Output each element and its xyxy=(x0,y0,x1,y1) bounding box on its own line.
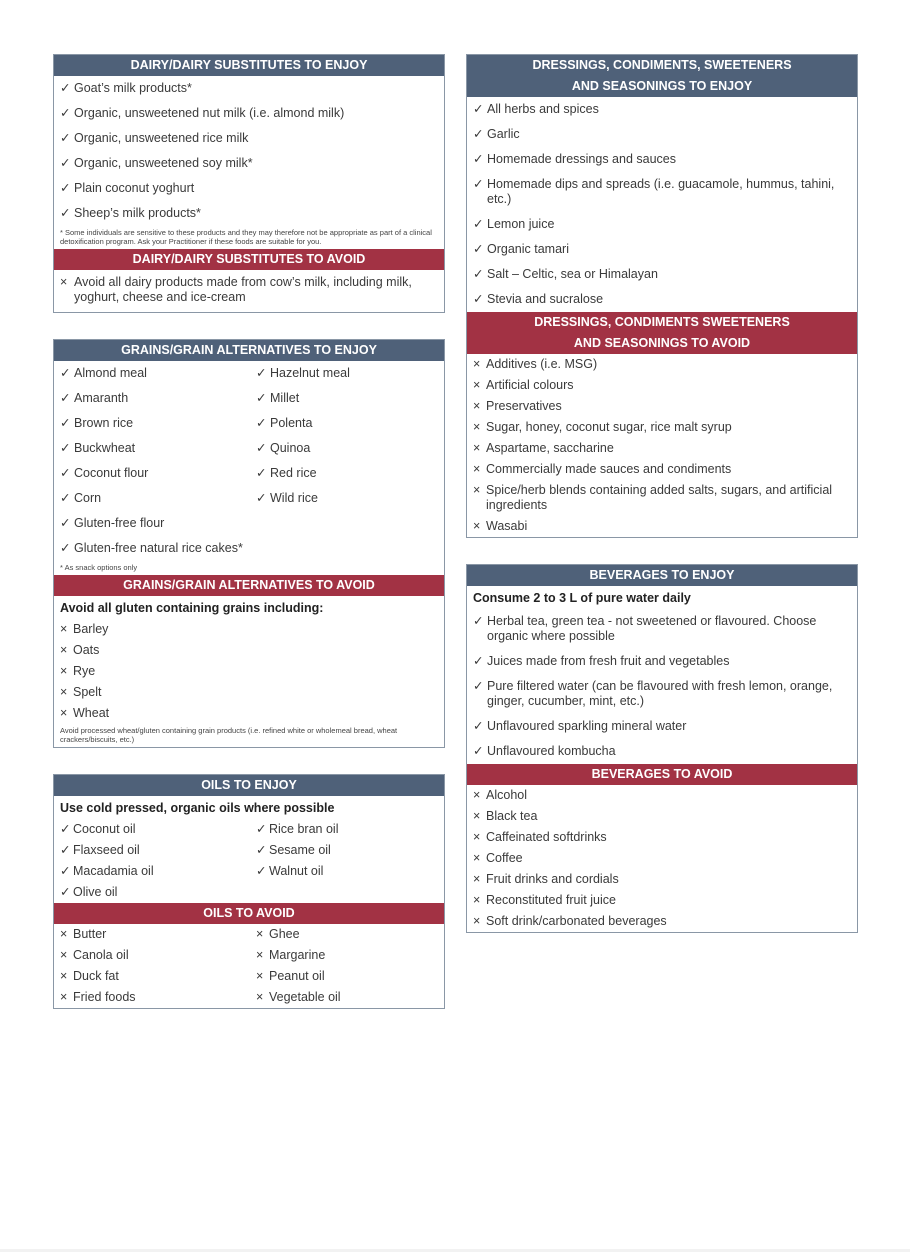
list-item xyxy=(60,840,256,861)
list-item xyxy=(473,212,851,237)
cross-icon: × xyxy=(473,914,481,928)
list-item xyxy=(60,386,256,411)
grains-note: * As snack options only xyxy=(60,563,138,572)
check-icon: ✓ xyxy=(473,292,484,306)
dressings-avoid-list xyxy=(467,354,857,537)
cross-icon: × xyxy=(256,969,264,983)
grains-section xyxy=(53,339,445,748)
list-item xyxy=(60,151,438,176)
check-icon: ✓ xyxy=(256,366,267,380)
list-item-text: Spelt xyxy=(73,685,102,699)
list-item-text: Almond meal xyxy=(74,366,147,380)
cross-icon: × xyxy=(60,948,68,962)
list-item-text: Stevia and sucralose xyxy=(487,292,604,306)
list-item xyxy=(473,287,851,312)
list-item-text: Unflavoured kombucha xyxy=(487,744,616,758)
list-item xyxy=(60,861,256,882)
list-item xyxy=(473,785,851,806)
list-item-text: Red rice xyxy=(270,466,317,480)
list-item xyxy=(60,536,256,561)
cross-icon: × xyxy=(473,357,481,371)
check-icon: ✓ xyxy=(256,843,267,857)
cross-icon: × xyxy=(473,872,481,886)
cross-icon: × xyxy=(256,990,264,1004)
list-item-text: Oats xyxy=(73,643,100,657)
list-item-text: Homemade dressings and sauces xyxy=(487,152,676,166)
list-item xyxy=(473,609,851,649)
list-item-text: Wheat xyxy=(73,706,110,720)
check-icon: ✓ xyxy=(473,217,484,231)
list-item xyxy=(256,861,438,882)
check-icon: ✓ xyxy=(60,391,71,405)
list-item-text: Quinoa xyxy=(270,441,311,455)
dairy-section xyxy=(53,54,445,313)
list-item xyxy=(256,386,438,411)
list-item-text: Gluten-free flour xyxy=(74,516,165,530)
list-item xyxy=(60,619,438,640)
cross-icon: × xyxy=(60,275,68,289)
list-item-text: Garlic xyxy=(487,127,520,141)
list-item xyxy=(473,375,851,396)
list-item xyxy=(473,739,851,764)
cross-icon: × xyxy=(60,685,68,699)
list-item xyxy=(256,361,438,386)
grains-enjoy-list-left xyxy=(60,361,256,561)
list-item xyxy=(256,966,438,987)
list-item-text: Fruit drinks and cordials xyxy=(486,872,619,886)
cross-icon: × xyxy=(473,420,481,434)
list-item xyxy=(256,945,438,966)
check-icon: ✓ xyxy=(256,864,267,878)
cross-icon: × xyxy=(473,378,481,392)
dressings-avoid-header-line-2: AND SEASONINGS TO AVOID xyxy=(573,336,751,350)
list-item xyxy=(60,819,256,840)
cross-icon: × xyxy=(60,990,68,1004)
list-item-text: Rice bran oil xyxy=(269,822,339,836)
check-icon: ✓ xyxy=(256,822,267,836)
list-item xyxy=(473,848,851,869)
cross-icon: × xyxy=(473,851,481,865)
dressings-enjoy-list xyxy=(467,97,857,312)
cross-icon: × xyxy=(60,969,68,983)
oils-enjoy-header: OILS TO ENJOY xyxy=(54,775,444,796)
grains-avoid-list xyxy=(54,619,444,724)
left-column xyxy=(53,54,445,1035)
dressings-section xyxy=(466,54,858,538)
list-item-text: Barley xyxy=(73,622,109,636)
list-item xyxy=(473,237,851,262)
list-item xyxy=(473,459,851,480)
check-icon: ✓ xyxy=(60,491,71,505)
list-item xyxy=(473,147,851,172)
list-item-text: Amaranth xyxy=(74,391,129,405)
list-item xyxy=(473,714,851,739)
check-icon: ✓ xyxy=(60,181,71,195)
list-item-text: Spice/herb blends containing added salts, sugars, and artificial ingredients xyxy=(486,483,833,512)
check-icon: ✓ xyxy=(256,391,267,405)
list-item xyxy=(473,396,851,417)
list-item xyxy=(473,674,851,714)
list-item-text: Walnut oil xyxy=(269,864,324,878)
dressings-enjoy-header-line-2: AND SEASONINGS TO ENJOY xyxy=(571,79,753,93)
check-icon: ✓ xyxy=(473,242,484,256)
list-item xyxy=(60,966,256,987)
cross-icon: × xyxy=(256,927,264,941)
check-icon: ✓ xyxy=(256,466,267,480)
list-item-text: Brown rice xyxy=(74,416,134,430)
check-icon: ✓ xyxy=(473,654,484,668)
check-icon: ✓ xyxy=(60,131,71,145)
check-icon: ✓ xyxy=(473,177,484,191)
list-item xyxy=(60,682,438,703)
grains-avoid-note: Avoid processed wheat/gluten containing grain products (i.e. refined white or wholemeal bread, wheat crackers/biscuits, etc.) xyxy=(60,726,398,744)
cross-icon: × xyxy=(473,809,481,823)
list-item xyxy=(473,827,851,848)
list-item-text: Homemade dips and spreads (i.e. guacamole, hummus, tahini, etc.) xyxy=(487,177,835,206)
cross-icon: × xyxy=(473,788,481,802)
list-item-text: All herbs and spices xyxy=(487,102,599,116)
list-item-text: Additives (i.e. MSG) xyxy=(486,357,598,371)
list-item-text: Plain coconut yoghurt xyxy=(74,181,195,195)
list-item xyxy=(60,511,256,536)
grains-enjoy-list-right xyxy=(256,361,438,561)
check-icon: ✓ xyxy=(60,822,71,836)
list-item-text: Hazelnut meal xyxy=(270,366,350,380)
list-item xyxy=(60,987,256,1008)
list-item-text: Caffeinated softdrinks xyxy=(486,830,607,844)
list-item-text: Sugar, honey, coconut sugar, rice malt syrup xyxy=(486,420,732,434)
list-item xyxy=(473,262,851,287)
cross-icon: × xyxy=(473,483,481,497)
list-item-text: Margarine xyxy=(269,948,326,962)
list-item-text: Goat’s milk products* xyxy=(74,81,192,95)
list-item-text: Coconut flour xyxy=(74,466,149,480)
list-item xyxy=(256,924,438,945)
list-item xyxy=(60,703,438,724)
list-item xyxy=(473,911,851,932)
list-item xyxy=(473,172,851,212)
oils-avoid-header: OILS TO AVOID xyxy=(54,903,444,924)
list-item xyxy=(473,869,851,890)
list-item xyxy=(473,649,851,674)
list-item xyxy=(60,411,256,436)
list-item xyxy=(473,354,851,375)
dairy-enjoy-header: DAIRY/DAIRY SUBSTITUTES TO ENJOY xyxy=(54,55,444,76)
list-item-text: Pure filtered water (can be flavoured with fresh lemon, orange, ginger, cucumber, mint, etc.) xyxy=(487,679,833,708)
list-item xyxy=(473,97,851,122)
list-item-text: Sheep’s milk products* xyxy=(74,206,201,220)
cross-icon: × xyxy=(60,643,68,657)
cross-icon: × xyxy=(473,441,481,455)
check-icon: ✓ xyxy=(473,267,484,281)
list-item-text: Organic tamari xyxy=(487,242,569,256)
list-item xyxy=(60,201,438,226)
cross-icon: × xyxy=(473,519,481,533)
dairy-avoid-list xyxy=(54,270,444,312)
oils-enjoy-list-right xyxy=(256,819,438,903)
cross-icon: × xyxy=(60,664,68,678)
list-item xyxy=(473,480,851,516)
cross-icon: × xyxy=(60,622,68,636)
check-icon: ✓ xyxy=(256,441,267,455)
list-item-text: Vegetable oil xyxy=(269,990,341,1004)
dressings-avoid-header-line-1: DRESSINGS, CONDIMENTS SWEETENERS xyxy=(534,315,790,329)
oils-avoid-list-right xyxy=(256,924,438,1008)
list-item xyxy=(60,882,256,903)
list-item-text: Organic, unsweetened rice milk xyxy=(74,131,249,145)
check-icon: ✓ xyxy=(473,102,484,116)
list-item-text: Wild rice xyxy=(270,491,318,505)
list-item-text: Reconstituted fruit juice xyxy=(486,893,616,907)
list-item-text: Fried foods xyxy=(73,990,136,1004)
check-icon: ✓ xyxy=(60,156,71,170)
check-icon: ✓ xyxy=(60,81,71,95)
list-item xyxy=(60,461,256,486)
list-item xyxy=(473,806,851,827)
list-item-text: Soft drink/carbonated beverages xyxy=(486,914,667,928)
list-item-text: Commercially made sauces and condiments xyxy=(486,462,732,476)
list-item xyxy=(256,411,438,436)
cross-icon: × xyxy=(256,948,264,962)
list-item-text: Coconut oil xyxy=(73,822,136,836)
check-icon: ✓ xyxy=(256,491,267,505)
check-icon: ✓ xyxy=(473,744,484,758)
list-item xyxy=(256,461,438,486)
list-item xyxy=(60,76,438,101)
cross-icon: × xyxy=(60,706,68,720)
list-item-text: Corn xyxy=(74,491,102,505)
grains-avoid-lead: Avoid all gluten containing grains including: xyxy=(60,601,324,615)
oils-enjoy-lead: Use cold pressed, organic oils where possible xyxy=(60,801,335,815)
list-item xyxy=(256,486,438,511)
list-item-text: Black tea xyxy=(486,809,538,823)
check-icon: ✓ xyxy=(60,541,71,555)
list-item-text: Salt – Celtic, sea or Himalayan xyxy=(487,267,658,281)
check-icon: ✓ xyxy=(60,441,71,455)
list-item-text: Polenta xyxy=(270,416,313,430)
cross-icon: × xyxy=(473,399,481,413)
check-icon: ✓ xyxy=(473,679,484,693)
dairy-avoid-header: DAIRY/DAIRY SUBSTITUTES TO AVOID xyxy=(54,249,444,270)
list-item-text: Aspartame, saccharine xyxy=(486,441,614,455)
beverages-enjoy-header: BEVERAGES TO ENJOY xyxy=(467,565,857,586)
list-item-text: Peanut oil xyxy=(269,969,325,983)
cross-icon: × xyxy=(473,893,481,907)
list-item xyxy=(60,486,256,511)
list-item xyxy=(473,122,851,147)
check-icon: ✓ xyxy=(473,719,484,733)
list-item-text: Canola oil xyxy=(73,948,129,962)
list-item xyxy=(60,176,438,201)
grains-avoid-header: GRAINS/GRAIN ALTERNATIVES TO AVOID xyxy=(54,575,444,596)
list-item-text: Organic, unsweetened nut milk (i.e. almond milk) xyxy=(74,106,345,120)
list-item xyxy=(256,436,438,461)
dressings-avoid-header xyxy=(467,312,857,354)
list-item-text: Preservatives xyxy=(486,399,562,413)
check-icon: ✓ xyxy=(473,152,484,166)
check-icon: ✓ xyxy=(256,416,267,430)
beverages-section xyxy=(466,564,858,933)
list-item-text: Avoid all dairy products made from cow’s milk, including milk, yoghurt, cheese and ice-cream xyxy=(74,275,412,304)
list-item-text: Duck fat xyxy=(73,969,119,983)
check-icon: ✓ xyxy=(60,416,71,430)
list-item xyxy=(256,987,438,1008)
oils-enjoy-list-left xyxy=(60,819,256,903)
list-item xyxy=(473,890,851,911)
beverages-avoid-header: BEVERAGES TO AVOID xyxy=(467,764,857,785)
list-item xyxy=(256,819,438,840)
list-item-text: Gluten-free natural rice cakes* xyxy=(74,541,243,555)
list-item-text: Wasabi xyxy=(486,519,528,533)
grains-enjoy-header: GRAINS/GRAIN ALTERNATIVES TO ENJOY xyxy=(54,340,444,361)
list-item-text: Flaxseed oil xyxy=(73,843,140,857)
list-item-text: Buckwheat xyxy=(74,441,136,455)
cross-icon: × xyxy=(473,462,481,476)
beverages-avoid-list xyxy=(467,785,857,932)
list-item-text: Rye xyxy=(73,664,96,678)
list-item-text: Alcohol xyxy=(486,788,527,802)
dressings-enjoy-header-line-1: DRESSINGS, CONDIMENTS, SWEETENERS xyxy=(532,58,792,72)
list-item xyxy=(60,945,256,966)
list-item-text: Juices made from fresh fruit and vegetables xyxy=(487,654,730,668)
list-item xyxy=(473,438,851,459)
beverages-enjoy-lead: Consume 2 to 3 L of pure water daily xyxy=(473,591,691,605)
cross-icon: × xyxy=(473,830,481,844)
list-item-text: Millet xyxy=(270,391,300,405)
list-item xyxy=(60,270,438,310)
list-item xyxy=(60,126,438,151)
check-icon: ✓ xyxy=(60,843,71,857)
list-item-text: Artificial colours xyxy=(486,378,574,392)
list-item-text: Coffee xyxy=(486,851,523,865)
list-item xyxy=(60,640,438,661)
right-column xyxy=(466,54,858,959)
list-item-text: Butter xyxy=(73,927,107,941)
list-item xyxy=(60,361,256,386)
list-item-text: Organic, unsweetened soy milk* xyxy=(74,156,253,170)
check-icon: ✓ xyxy=(60,516,71,530)
check-icon: ✓ xyxy=(60,466,71,480)
list-item-text: Lemon juice xyxy=(487,217,555,231)
list-item xyxy=(256,840,438,861)
list-item-text: Olive oil xyxy=(73,885,118,899)
list-item-text: Sesame oil xyxy=(269,843,331,857)
check-icon: ✓ xyxy=(60,206,71,220)
list-item-text: Ghee xyxy=(269,927,300,941)
dairy-enjoy-list xyxy=(54,76,444,226)
check-icon: ✓ xyxy=(60,885,71,899)
list-item xyxy=(60,436,256,461)
check-icon: ✓ xyxy=(473,614,484,628)
list-item xyxy=(473,417,851,438)
check-icon: ✓ xyxy=(473,127,484,141)
check-icon: ✓ xyxy=(60,106,71,120)
list-item xyxy=(60,661,438,682)
dairy-note: * Some individuals are sensitive to these products and they may therefore not be appropriate as part of a clinical detoxification program. Ask your Practitioner if these foods are suitable for you. xyxy=(60,228,432,246)
oils-avoid-list-left xyxy=(60,924,256,1008)
beverages-enjoy-list xyxy=(467,609,857,764)
list-item xyxy=(60,924,256,945)
list-item-text: Unflavoured sparkling mineral water xyxy=(487,719,687,733)
list-item-text: Herbal tea, green tea - not sweetened or flavoured. Choose organic where possible xyxy=(487,614,817,643)
oils-section xyxy=(53,774,445,1009)
list-item xyxy=(473,516,851,537)
dressings-enjoy-header xyxy=(467,55,857,97)
check-icon: ✓ xyxy=(60,864,71,878)
list-item xyxy=(60,101,438,126)
check-icon: ✓ xyxy=(60,366,71,380)
cross-icon: × xyxy=(60,927,68,941)
list-item-text: Macadamia oil xyxy=(73,864,154,878)
